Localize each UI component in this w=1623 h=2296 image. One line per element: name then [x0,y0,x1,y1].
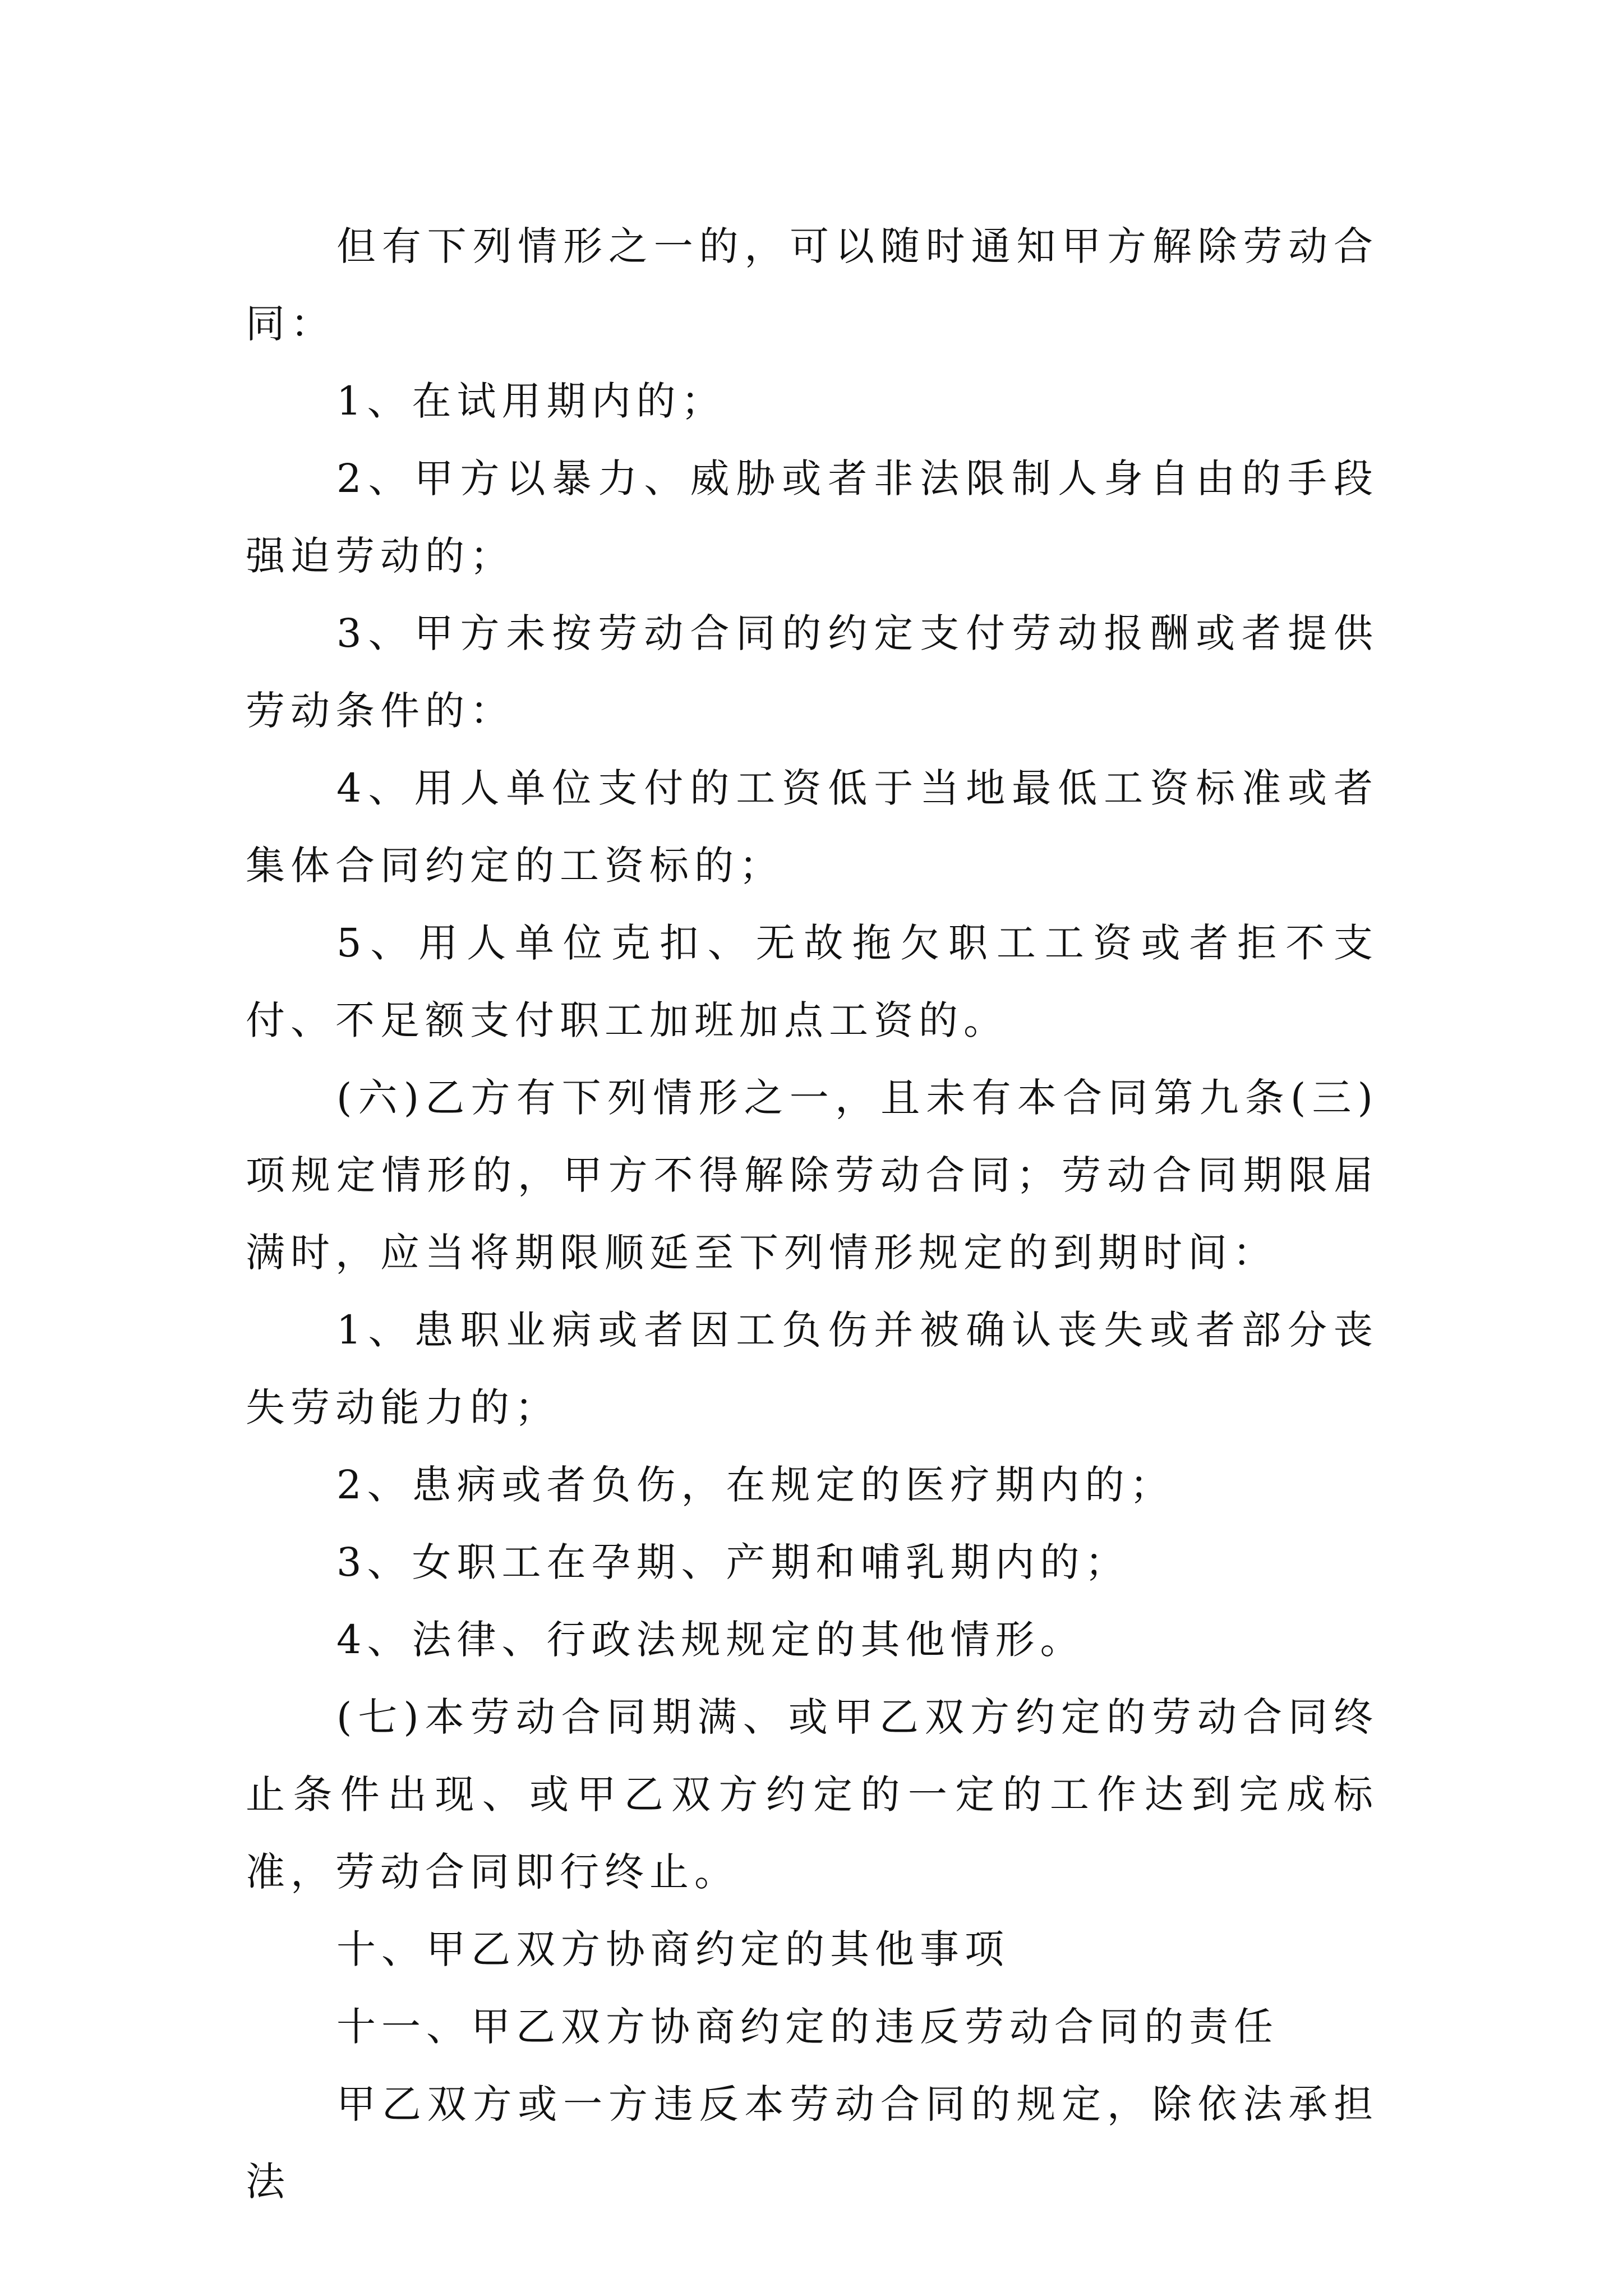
list-item-occupational-disease: 1、患职业病或者因工负伤并被确认丧失或者部分丧失劳动能力的； [246,1307,1378,1430]
list-item-wage-arrears: 5、用人单位克扣、无故拖欠职工工资或者拒不支付、不足额支付职工加班加点工资的。 [246,920,1378,1043]
heading-article-eleven: 十一、甲乙双方协商约定的违反劳动合同的责任 [336,2004,1279,2050]
heading-article-ten: 十、甲乙双方协商约定的其他事项 [336,1926,1009,1972]
list-item-unpaid-remuneration: 3、甲方未按劳动合同的约定支付劳动报酬或者提供劳动条件的： [246,610,1378,734]
list-item-below-minimum-wage: 4、用人单位支付的工资低于当地最低工资标准或者集体合同约定的工资标的； [246,765,1378,889]
list-item-forced-labor: 2、甲方以暴力、威胁或者非法限制人身自由的手段强迫劳动的； [246,455,1378,579]
document-body [246,208,1378,2220]
list-item-pregnancy: 3、女职工在孕期、产期和哺乳期内的； [336,1539,1130,1585]
paragraph-breach-liability: 甲乙双方或一方违反本劳动合同的规定，除依法承担法 [246,2081,1378,2205]
paragraph-section-seven: (七)本劳动合同期满、或甲乙双方约定的劳动合同终止条件出现、或甲乙双方约定的一定的工作达到完成标准，劳动合同即行终止。 [246,1694,1378,1895]
paragraph-termination-intro: 但有下列情形之一的，可以随时通知甲方解除劳动合同： [246,223,1378,347]
list-item-other-circumstances: 4、法律、行政法规规定的其他情形。 [336,1617,1085,1663]
list-item-probation: 1、在试用期内的； [336,378,726,424]
list-item-medical-period: 2、患病或者负伤，在规定的医疗期内的； [336,1462,1175,1508]
paragraph-section-six: (六)乙方有下列情形之一，且未有本合同第九条(三)项规定情形的，甲方不得解除劳动合同；劳动合同期限届满时，应当将期限顺延至下列情形规定的到期时间： [246,1075,1378,1276]
